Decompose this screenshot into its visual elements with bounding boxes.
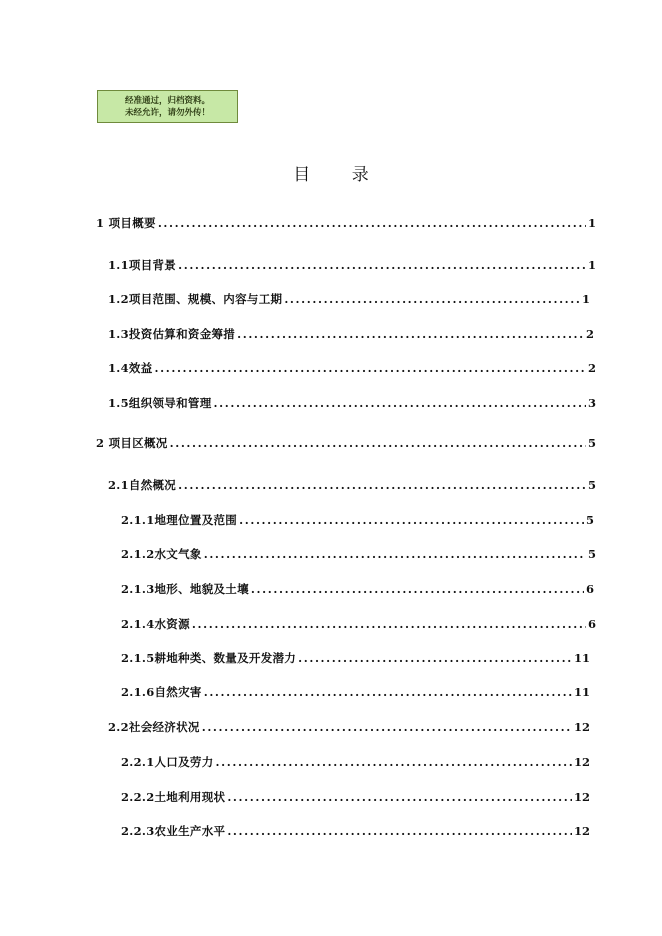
stamp-line-1: 经准通过，归档资料。 [124,96,210,106]
toc-entry-page: 12 [573,755,590,769]
approval-stamp [97,90,238,123]
toc-entry-page: 6 [585,582,594,596]
toc-leader-dots [237,326,584,342]
toc-entry[interactable] [121,650,590,666]
toc-entry-page: 5 [587,436,596,450]
toc-entry-label: 2.1自然概况 [108,478,177,492]
toc-entry-page: 11 [573,651,590,665]
toc-entry-label: 2.1.4水资源 [121,617,190,631]
toc-entry-label: 2.2.2土地利用现状 [121,790,226,804]
toc-entry-page: 1 [581,292,590,306]
toc-entry-page: 1 [587,216,596,230]
toc-entry[interactable] [108,477,596,493]
toc-entry[interactable] [121,789,590,805]
toc-leader-dots [204,684,572,700]
toc-entry[interactable] [108,326,594,342]
toc-leader-dots [298,650,572,666]
toc-leader-dots [284,291,580,307]
toc-entry-page: 12 [573,824,590,838]
toc-entry-page: 5 [587,478,596,492]
toc-entry[interactable] [108,395,596,411]
toc-entry-page: 1 [587,258,596,272]
toc-entry-label: 2.2.3农业生产水平 [121,824,226,838]
toc-entry[interactable] [108,291,590,307]
toc-entry-label: 2 项目区概况 [96,436,168,450]
toc-leader-dots [178,257,586,273]
toc-entry-label: 1.5组织领导和管理 [108,396,212,410]
toc-entry-label: 2.1.6自然灾害 [121,685,202,699]
toc-entry-page: 5 [585,513,594,527]
toc-leader-dots [155,360,586,376]
toc-leader-dots [158,215,586,231]
toc-leader-dots [239,512,584,528]
toc-leader-dots [227,823,572,839]
page-title: 目 录 [293,165,387,185]
toc-leader-dots [214,395,586,411]
toc-entry[interactable] [121,512,594,528]
stamp-line-2: 未经允许，请勿外传！ [124,108,210,118]
toc-entry-page: 5 [587,547,596,561]
toc-entry[interactable] [121,546,596,562]
toc-entry[interactable] [121,823,590,839]
toc-entry-page: 12 [573,720,590,734]
toc-entry[interactable] [121,616,596,632]
toc-entry[interactable] [121,684,590,700]
toc-entry-label: 2.2社会经济状况 [108,720,200,734]
toc-entry-label: 2.1.2水文气象 [121,547,202,561]
toc-entry-label: 1.4效益 [108,361,153,375]
toc-leader-dots [216,754,572,770]
toc-entry[interactable] [121,581,594,597]
toc-entry-label: 1 项目概要 [96,216,156,230]
toc-entry-page: 11 [573,685,590,699]
toc-entry-page: 2 [587,361,596,375]
toc-leader-dots [170,435,586,451]
toc-entry[interactable] [96,215,596,231]
toc-entry-label: 2.2.1人口及劳力 [121,755,214,769]
toc-entry-page: 2 [585,327,594,341]
toc-entry-label: 1.3投资估算和资金筹措 [108,327,236,341]
toc-entry-label: 2.1.5耕地种类、数量及开发潜力 [121,651,297,665]
toc-entry[interactable] [121,754,590,770]
toc-leader-dots [227,789,572,805]
toc-leader-dots [178,477,586,493]
toc-entry-page: 3 [587,396,596,410]
toc-leader-dots [251,581,584,597]
toc-entry-label: 2.1.3地形、地貌及土壤 [121,582,249,596]
toc-entry-page: 12 [573,790,590,804]
toc-entry[interactable] [108,360,596,376]
toc-entry[interactable] [96,435,596,451]
toc-leader-dots [192,616,586,632]
toc-entry-label: 1.1项目背景 [108,258,177,272]
toc-entry[interactable] [108,257,596,273]
toc-entry-label: 1.2项目范围、规模、内容与工期 [108,292,283,306]
toc-entry-label: 2.1.1地理位置及范围 [121,513,238,527]
toc-leader-dots [202,719,572,735]
toc-leader-dots [204,546,586,562]
toc-entry-page: 6 [587,617,596,631]
toc-entry[interactable] [108,719,590,735]
